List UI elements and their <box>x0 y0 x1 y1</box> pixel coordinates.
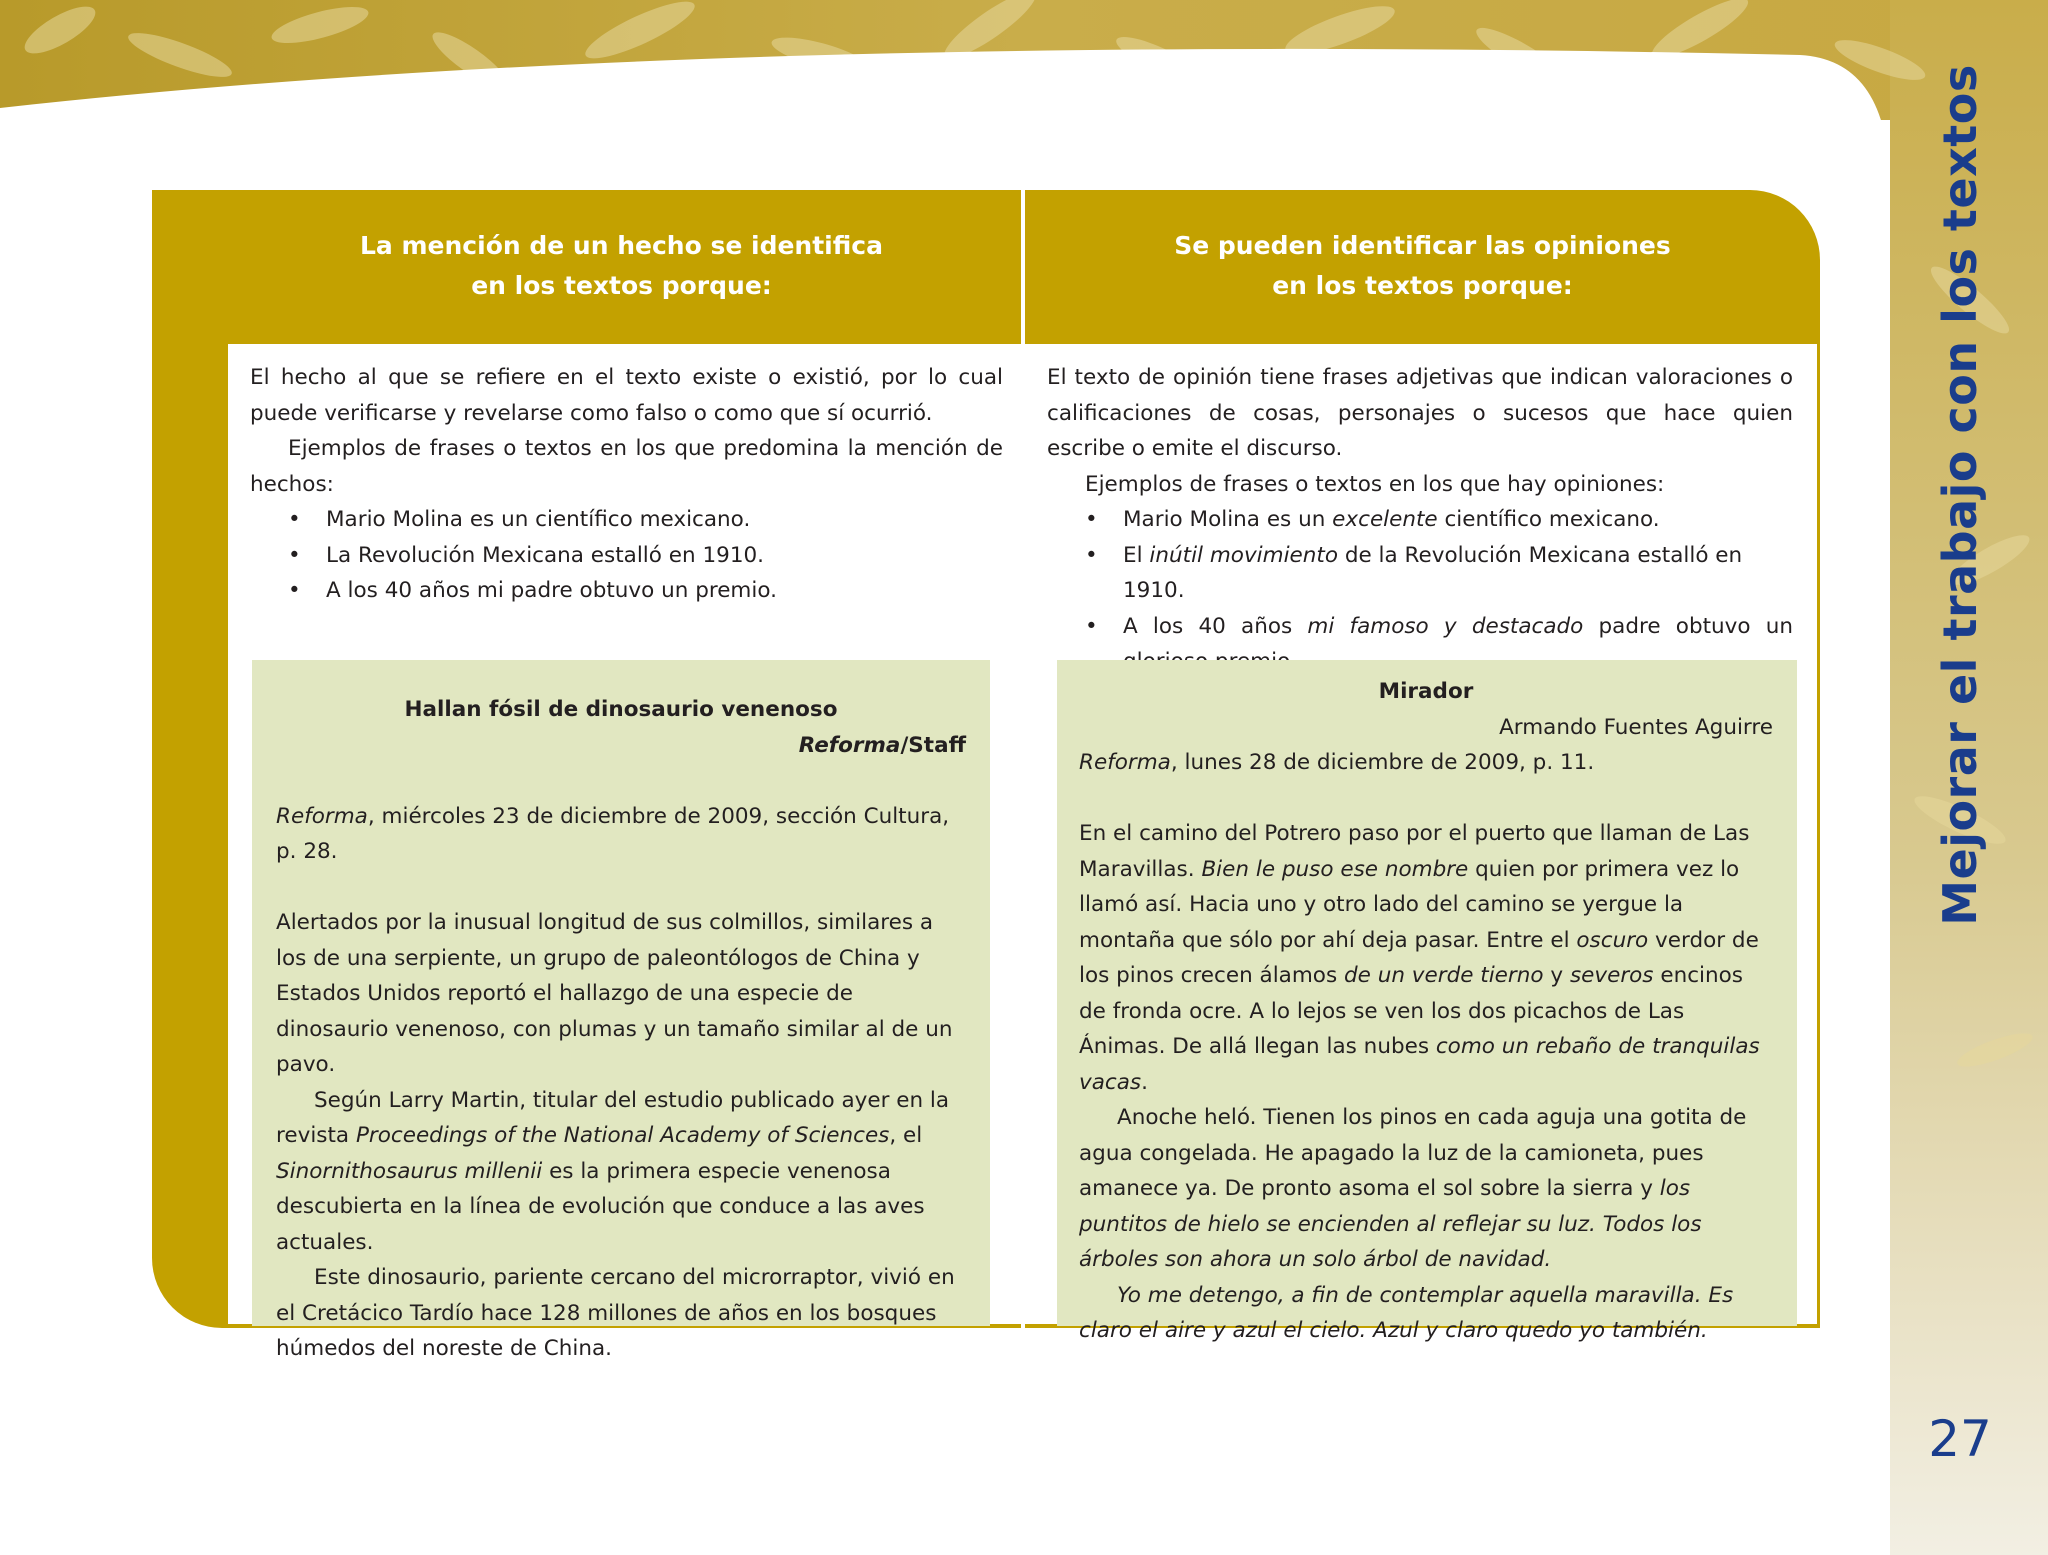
list-item: • Mario Molina es un científico mexicano. <box>250 502 1003 538</box>
right-article-paragraph: En el camino del Potrero paso por el puerto que llaman de Las Maravillas. Bien le puso ese nombre quien por primera vez lo llamó así. Hacia uno y otro lado del camino se yergue la montaña que sólo por ahí deja pasar. Entre el oscuro verdor de los pinos crecen álamos de un verde tierno y severos encinos de fronda ocre. A lo lejos se ven los dos picachos de Las Ánimas. De allá llegan las nubes como un rebaño de tranquilas vacas. <box>1079 821 1760 1095</box>
left-article-citation: Reforma, miércoles 23 de diciembre de 2009, sección Cultura, p. 28. <box>276 803 950 864</box>
list-item: • La Revolución Mexicana estalló en 1910. <box>250 538 1003 574</box>
left-article-paragraph: Este dinosaurio, pariente cercano del microrraptor, vivió en el Cretácico Tardío hace 128 millones de años en los bosques húmedos del noreste de China. <box>276 1265 955 1361</box>
right-article-paragraph: Anoche heló. Tienen los pinos en cada aguja una gotita de agua congelada. He apagado la luz de la camioneta, pues amanece ya. De pronto asoma el sol sobre la sierra y los puntitos de hielo se encienden al reflejar su luz. Todos los árboles son ahora un solo árbol de navidad. <box>1079 1105 1747 1272</box>
list-item: • El inútil movimiento de la Revolución Mexicana estalló en 1910. <box>1047 538 1793 609</box>
left-intro: El hecho al que se refiere en el texto existe o existió, por lo cual puede verificarse y revelarse como falso o como que sí ocurrió. <box>250 365 1003 426</box>
right-header-line1: Se pueden identificar las opiniones <box>1174 231 1671 260</box>
left-header-line2: en los textos porque: <box>471 271 772 300</box>
list-item: • A los 40 años mi famoso y destacado padre obtuvo un <box>1047 609 1793 680</box>
list-item: • A los 40 años mi padre obtuvo un premio. <box>250 573 1003 609</box>
list-item: • Mario Molina es un excelente científico mexicano. <box>1047 502 1793 538</box>
right-header-line2: en los textos porque: <box>1272 271 1573 300</box>
right-intro: El texto de opinión tiene frases adjetivas que indican valoraciones o calificaciones de cosas, personajes o sucesos que hace quien escribe o emite el discurso. <box>1047 365 1793 461</box>
left-article-box <box>252 660 990 1361</box>
right-article-box <box>1057 660 1797 1343</box>
left-example-list <box>250 502 1003 609</box>
left-examples-intro: Ejemplos de frases o textos en los que predomina la mención de hechos: <box>250 436 1003 497</box>
right-article-citation: Reforma, lunes 28 de diciembre de 2009, p. 11. <box>1079 750 1595 775</box>
side-title-text: Mejorar el trabajo con los textos <box>1933 64 1987 926</box>
right-examples-intro: Ejemplos de frases o textos en los que hay opiniones: <box>1085 471 1665 497</box>
left-header-line1: La mención de un hecho se identifica <box>360 231 883 260</box>
left-column-header <box>152 190 1021 342</box>
side-title <box>1900 64 2020 926</box>
left-article-title: Hallan fósil de dinosaurio venenoso <box>404 697 838 722</box>
right-article-paragraph: Yo me detengo, a fin de contemplar aquella maravilla. Es claro el aire y azul el cielo. Azul y claro quedo yo también. <box>1079 1282 1734 1343</box>
right-example-list <box>1047 502 1793 680</box>
page-number: 27 <box>1928 1410 1992 1468</box>
right-column-header <box>1025 190 1820 342</box>
left-article-paragraph: Según Larry Martin, titular del estudio publicado ayer en la revista Proceedings of the National Academy of Sciences, el Sinornithosaurus millenii es la primera especie venenosa descubierta en la línea de evolución que conduce a las aves actuales. <box>276 1087 950 1255</box>
left-article-source: Reforma/Staff <box>798 732 966 758</box>
right-article-title: Mirador <box>1378 679 1474 704</box>
right-article-author: Armando Fuentes Aguirre <box>1499 714 1773 740</box>
left-article-paragraph: Alertados por la inusual longitud de sus colmillos, similares a los de una serpiente, un grupo de paleontólogos de China y Estados Unidos reportó el hallazgo de una especie de dinosaurio venenoso, con plumas y un tamaño similar al de un pavo. <box>276 910 953 1077</box>
